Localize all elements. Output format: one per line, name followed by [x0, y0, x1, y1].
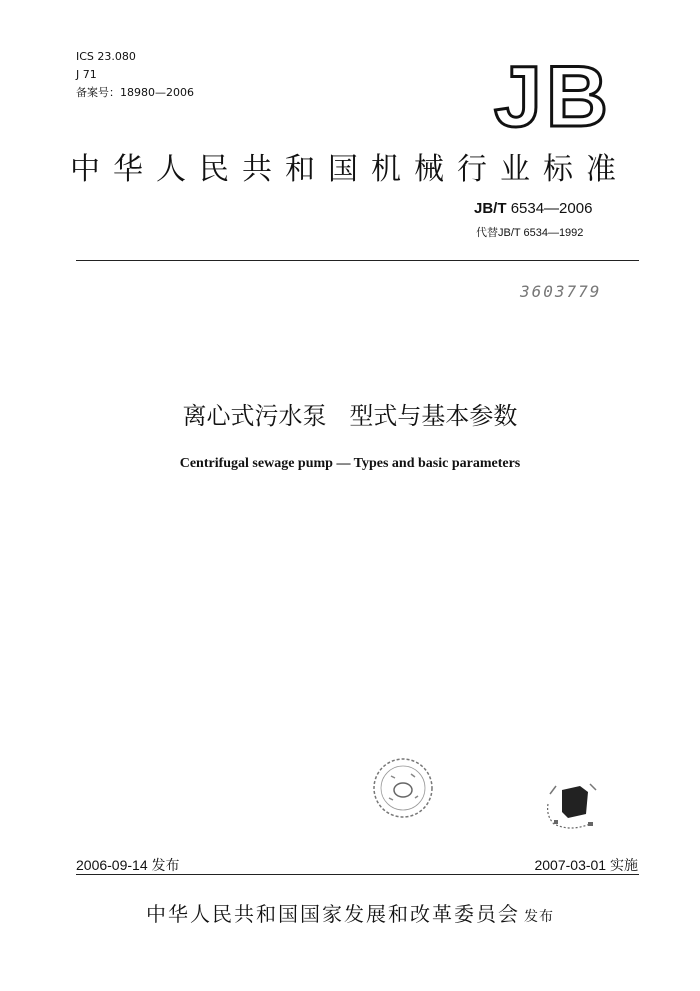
round-seal-stamp [371, 756, 435, 820]
issuer-name: 中华人民共和国国家发展和改革委员会 [146, 902, 520, 926]
standard-code-prefix: JB/T [474, 200, 507, 217]
jb-logo [478, 52, 628, 138]
standard-title: 中华人民共和国机械行业标准 [70, 152, 629, 187]
registration-number: 备案号：18980—2006 [76, 86, 194, 99]
svg-text:JB: JB [494, 52, 612, 138]
issuer [0, 898, 700, 927]
bottom-divider [76, 874, 639, 875]
document-title-en: Centrifugal sewage pump — Types and basic parameters [179, 456, 521, 471]
ics-code: ICS 23.080 [76, 50, 136, 63]
replaces-code: 代替JB/T 6534—1992 [476, 227, 584, 239]
stamp-number: 3603779 [520, 282, 602, 301]
issue-date: 2006-09-14 发布 [76, 857, 180, 873]
document-title-cn: 离心式污水泵 型式与基本参数 [182, 402, 518, 430]
top-divider [76, 260, 639, 261]
classification-code: J 71 [76, 68, 97, 81]
effective-date: 2007-03-01 实施 [534, 857, 638, 873]
standard-code [474, 200, 592, 217]
library-stamp [540, 776, 602, 832]
standard-code-number: 6534—2006 [510, 200, 593, 217]
issuer-suffix: 发布 [524, 909, 554, 925]
